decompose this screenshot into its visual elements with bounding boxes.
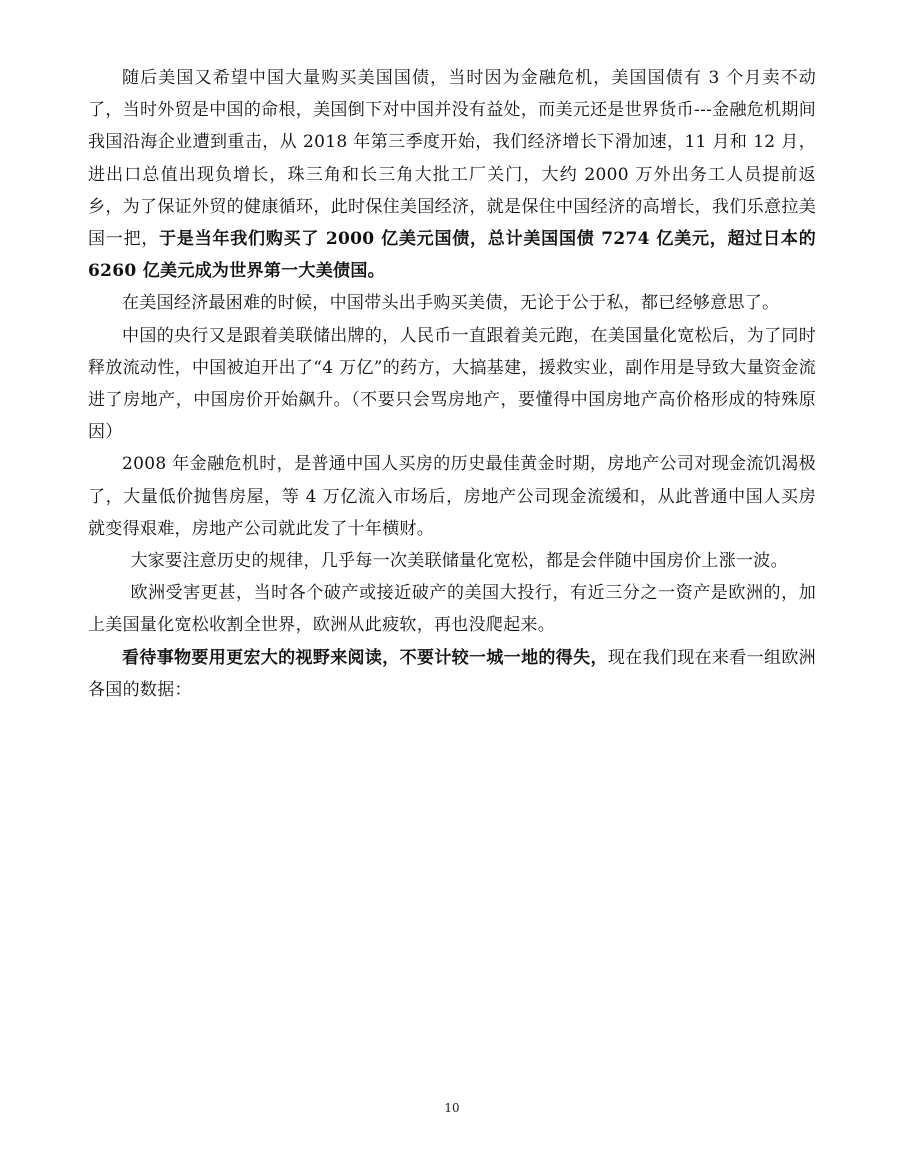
paragraph-text: 随后美国又希望中国大量购买美国国债，当时因为金融危机，美国国债有 3 个月卖不动了，当时外贸是中国的命根，美国倒下对中国并没有益处，而美元还是世界货币---金融危机期间我国沿海企业遭到重击，从 2018 年第三季度开始，我们经济增长下滑加速，11 月和 12 月，进出口总值出现负增长，珠三角和长三角大批工厂关门，大约 2000 万外出务工人员提前返乡，为了保证外贸的健康循环，此时保住美国经济，就是保住中国经济的高增长，我们乐意拉美国一把， [88, 68, 816, 250]
paragraph-europe-data-intro [88, 642, 816, 706]
paragraph-text: 现在我们现在来看一组欧洲各国的数据： [88, 647, 816, 700]
paragraph-europe-impact [88, 577, 816, 641]
paragraph-text: 中国的央行又是跟着美联储出牌的，人民币一直跟着美元跑，在美国量化宽松后，为了同时释放流动性，中国被迫开出了“4 万亿”的药方，大搞基建，援救实业，副作用是导致大量资金流进了房地产，中国房价开始飙升。（不要只会骂房地产，要懂得中国房地产高价格形成的特殊原因） [88, 325, 816, 443]
document-body [88, 62, 816, 706]
bold-highlight-text: 于是当年我们购买了 2000 亿美元国债，总计美国国债 7274 亿美元，超过日本的 6260 亿美元成为世界第一大美债国。 [88, 229, 816, 282]
paragraph-2008-housing [88, 448, 816, 545]
paragraph-text: 在美国经济最困难的时候，中国带头出手购买美债，无论于公于私，都已经够意思了。 [122, 293, 780, 314]
paragraph-text: 大家要注意历史的规律，几乎每一次美联储量化宽松，都是会伴随中国房价上涨一波。 [130, 551, 788, 572]
paragraph-us-treasury-purchase [88, 62, 816, 287]
paragraph-text: 2008 年金融危机时，是普通中国人买房的历史最佳黄金时期，房地产公司对现金流饥渴极了，大量低价抛售房屋，等 4 万亿流入市场后，房地产公司现金流缓和，从此普通中国人买房就变得艰难，房地产公司就此发了十年横财。 [88, 454, 816, 539]
paragraph-history-pattern [88, 545, 816, 577]
paragraph-central-bank-stimulus [88, 320, 816, 449]
bold-highlight-text: 看待事物要用更宏大的视野来阅读，不要计较一城一地的得失， [122, 647, 608, 668]
page-number: 10 [444, 1101, 460, 1115]
paragraph-text: 欧洲受害更甚，当时各个破产或接近破产的美国大投行，有近三分之一资产是欧洲的，加上美国量化宽松收割全世界，欧洲从此疲软，再也没爬起来。 [88, 583, 816, 636]
paragraph-china-bought-bonds [88, 287, 816, 319]
